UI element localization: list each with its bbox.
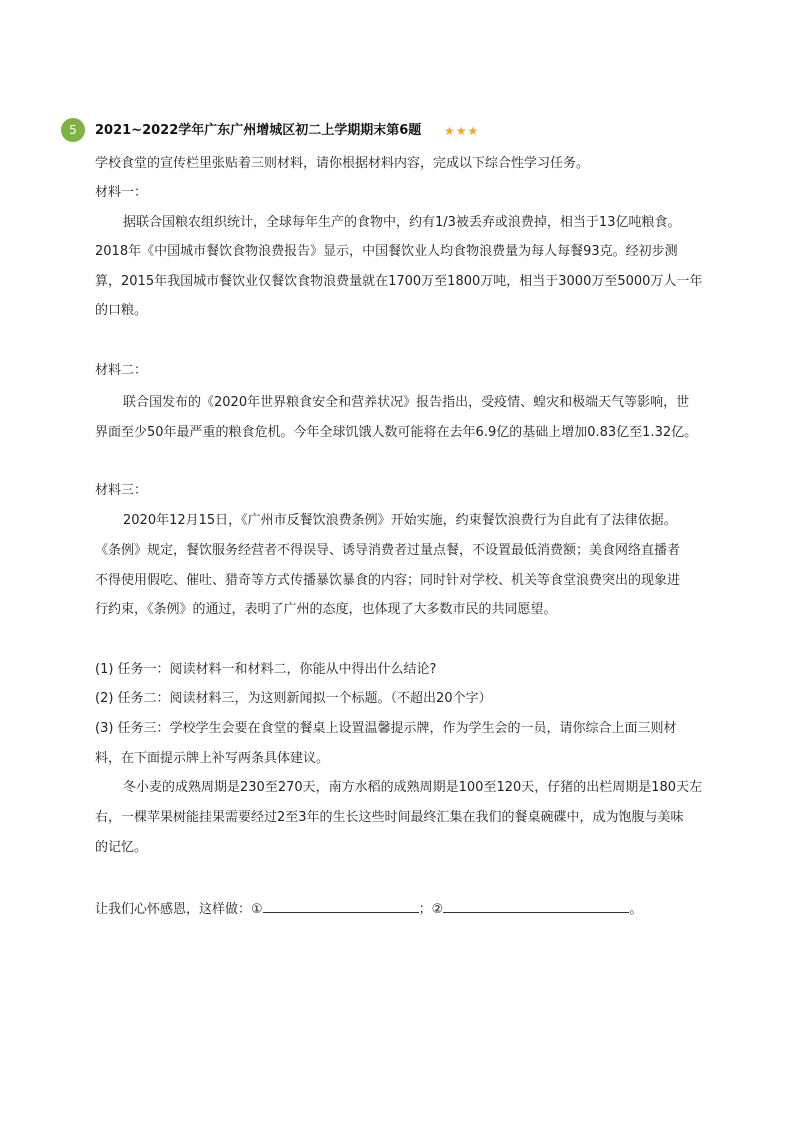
answer-blank-2[interactable] — [443, 898, 629, 913]
material3-line: 不得使用假吃、催吐、猎奇等方式传播暴饮暴食的内容；同时针对学校、机关等食堂浪费突出的现象进 — [95, 573, 681, 588]
material1-line: 据联合国粮农组织统计，全球每年生产的食物中，约有1/3被丢弃或浪费掉，相当于13亿吨粮食。 — [123, 215, 681, 230]
fill-prefix: 让我们心怀感恩，这样做：① — [95, 902, 263, 917]
material3-heading: 材料三： — [95, 483, 148, 498]
passage-line: 冬小麦的成熟周期是230至270天，南方水稻的成熟周期是100至120天，仔猪的出栏周期是180天左 — [123, 780, 703, 795]
passage-line: 右，一棵苹果树能挂果需要经过2至3年的生长这些时间最终汇集在我们的餐桌碗碟中，成为饱腹与美味 — [95, 810, 684, 825]
fill-in-sentence — [95, 898, 642, 920]
task-item: (1) 任务一：阅读材料一和材料二，你能从中得出什么结论? — [95, 662, 437, 677]
material1-line: 算，2015年我国城市餐饮业仅餐饮食物浪费量就在1700万至1800万吨，相当于3000万至5000万人一年 — [95, 274, 703, 289]
material2-heading: 材料二： — [95, 363, 148, 378]
material3-line: 《条例》规定，餐饮服务经营者不得误导、诱导消费者过量点餐，不设置最低消费额；美食网络直播者 — [95, 543, 681, 558]
task-item: (3) 任务三：学校学生会要在食堂的餐桌上设置温馨提示牌，作为学生会的一员，请你综合上面三则材 — [95, 721, 677, 736]
passage-line: 的记忆。 — [95, 840, 148, 855]
intro-text: 学校食堂的宣传栏里张贴着三则材料，请你根据材料内容，完成以下综合性学习任务。 — [95, 156, 590, 171]
material1-heading: 材料一： — [95, 185, 148, 200]
answer-blank-1[interactable] — [263, 898, 419, 913]
material1-line: 的口粮。 — [95, 303, 148, 318]
material3-line: 行约束，《条例》的通过，表明了广州的态度，也体现了大多数市民的共同愿望。 — [95, 602, 557, 617]
material3-line: 2020年12月15日，《广州市反餐饮浪费条例》开始实施，约束餐饮浪费行为自此有了法律依据。 — [123, 513, 677, 528]
difficulty-stars-icon: ★★★ — [444, 124, 480, 138]
task-item: (2) 任务二：阅读材料三，为这则新闻拟一个标题。（不超出20个字） — [95, 691, 492, 706]
fill-suffix: 。 — [629, 902, 643, 917]
material2-line: 联合国发布的《2020年世界粮食安全和营养状况》报告指出，受疫情、蝗灾和极端天气等影响，世 — [123, 395, 690, 410]
question-number-badge: 5 — [61, 118, 85, 142]
material1-line: 2018年《中国城市餐饮食物浪费报告》显示，中国餐饮业人均食物浪费量为每人每餐93克。经初步测 — [95, 244, 678, 259]
task-item: 料，在下面提示牌上补写两条具体建议。 — [95, 751, 330, 766]
material2-line: 界面至少50年最严重的粮食危机。今年全球饥饿人数可能将在去年6.9亿的基础上增加0.83亿至1.32亿。 — [95, 425, 698, 440]
fill-separator: ；② — [418, 902, 444, 917]
question-title: 2021~2022学年广东广州增城区初二上学期期末第6题 — [95, 123, 422, 138]
